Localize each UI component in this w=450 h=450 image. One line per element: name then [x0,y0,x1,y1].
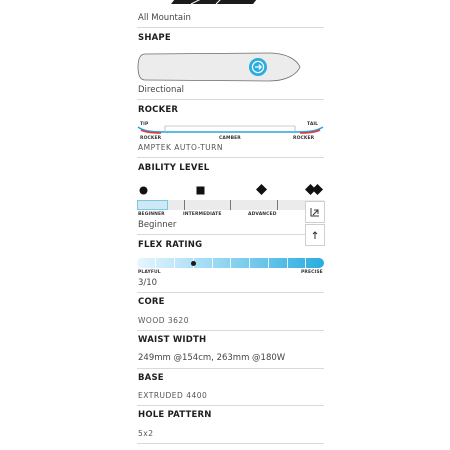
divider [137,27,324,28]
flex-tick [287,258,288,268]
base-heading: BASE [138,373,164,383]
rocker-tip-label: TIP [140,122,149,127]
expand-icon [309,206,321,218]
hole-pattern-value: 5x2 [138,429,154,438]
flex-tick [174,258,175,268]
divider [137,405,324,406]
board-shape-diagram [137,50,302,84]
board-graphic-fragment [171,0,261,4]
divider [137,99,324,100]
base-value: EXTRUDED 4400 [138,391,208,400]
flex-tick [212,258,213,268]
ability-level-label: INTERMEDIATE [183,212,222,217]
expand-button[interactable] [305,201,325,223]
camber-label: CAMBER [219,136,241,141]
rocker-right-label: ROCKER [293,136,315,141]
rocker-heading: ROCKER [138,105,179,115]
ability-level-label: ADVANCED [248,212,277,217]
advanced-diamond-icon [256,184,267,195]
intermediate-square-icon [196,186,205,195]
divider [137,368,324,369]
flex-value: 3/10 [138,278,158,288]
terrain-value: All Mountain [138,13,191,23]
divider [137,443,324,444]
flex-max-label: PRECISE [301,270,323,275]
flex-tick [155,258,156,268]
ability-level-label: BEGINNER [138,212,165,217]
arrow-up-icon [310,229,320,241]
waist-value: 249mm @154cm, 263mm @180W [138,353,286,363]
ability-value: Beginner [138,220,177,230]
rocker-tail-label: TAIL [307,122,319,127]
rocker-value: AMPTEK AUTO-TURN [138,143,223,152]
beginner-circle-icon [139,186,148,195]
shape-heading: SHAPE [138,33,171,43]
divider [137,292,324,293]
ability-level-fill [137,200,168,210]
expert-double-diamond-icon [305,184,323,195]
specs-panel [137,0,324,450]
flex-rating-marker [191,261,196,266]
rocker-left-label: ROCKER [140,136,162,141]
core-value: WOOD 3620 [138,316,189,325]
divider [137,157,324,158]
scroll-top-button[interactable] [305,224,325,246]
flex-heading: FLEX RATING [138,240,203,250]
divider [137,330,324,331]
arrow-right-circle-icon [249,58,267,76]
ability-level-divider [184,200,185,210]
ability-level-divider [277,200,278,210]
flex-tick [305,258,306,268]
flex-min-label: PLAYFUL [138,270,161,275]
flex-tick [249,258,250,268]
divider [137,234,324,235]
flex-tick [230,258,231,268]
waist-heading: WAIST WIDTH [138,335,207,345]
ability-heading: ABILITY LEVEL [138,163,210,173]
flex-tick [268,258,269,268]
flex-rating-bar [137,258,324,268]
hole-pattern-heading: HOLE PATTERN [138,410,212,420]
core-heading: CORE [138,297,165,307]
ability-level-divider [230,200,231,210]
shape-value: Directional [138,85,184,95]
